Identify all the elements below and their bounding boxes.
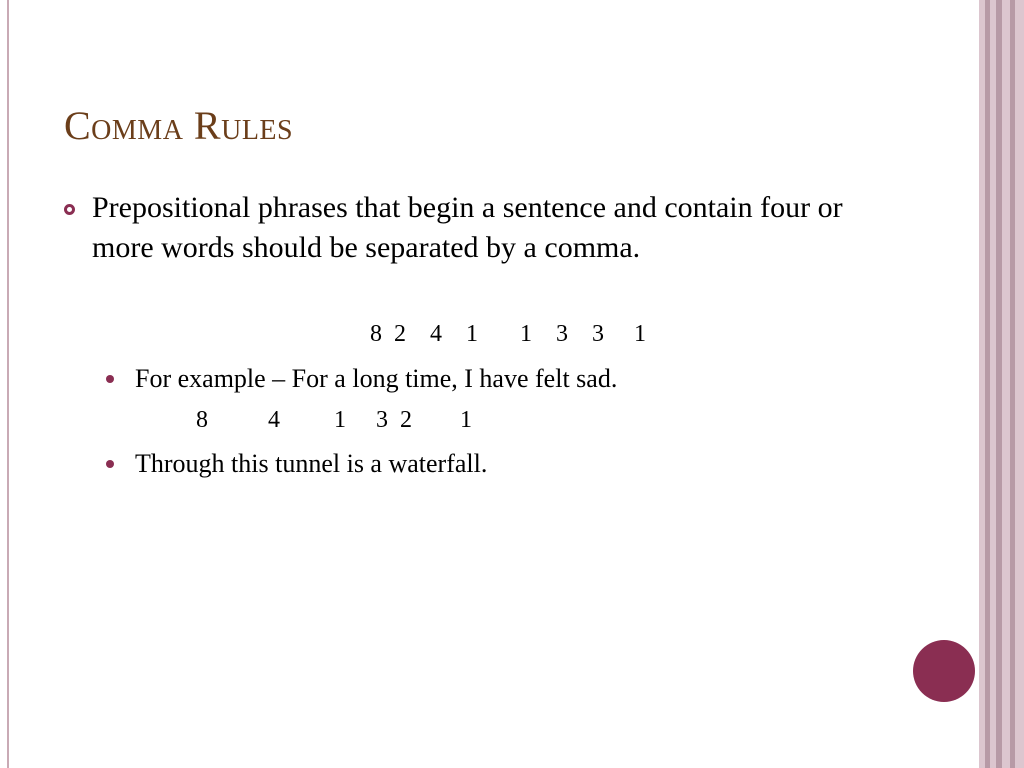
left-border-line [7, 0, 9, 768]
right-stripe-7 [1015, 0, 1024, 768]
right-stripe-5 [1002, 0, 1010, 768]
number-row-1: 8 2 4 1 1 3 3 1 [370, 321, 646, 347]
slide-title: Comma Rules [64, 103, 294, 148]
sub-bullet-text-1: For example – For a long time, I have felt sad. [135, 364, 618, 393]
filled-dot-bullet-icon [106, 375, 114, 383]
bullet-ring [64, 204, 75, 215]
filled-dot-bullet-icon [106, 460, 114, 468]
number-row-2: 8 4 1 3 2 1 [196, 407, 472, 433]
hollow-circle-bullet-icon [64, 203, 88, 227]
sub-bullet-text-2: Through this tunnel is a waterfall. [135, 449, 488, 478]
decorative-circle-icon [913, 640, 975, 702]
main-bullet-text: Prepositional phrases that begin a sentence and contain four or more words should be separated by a comma. [92, 191, 843, 264]
